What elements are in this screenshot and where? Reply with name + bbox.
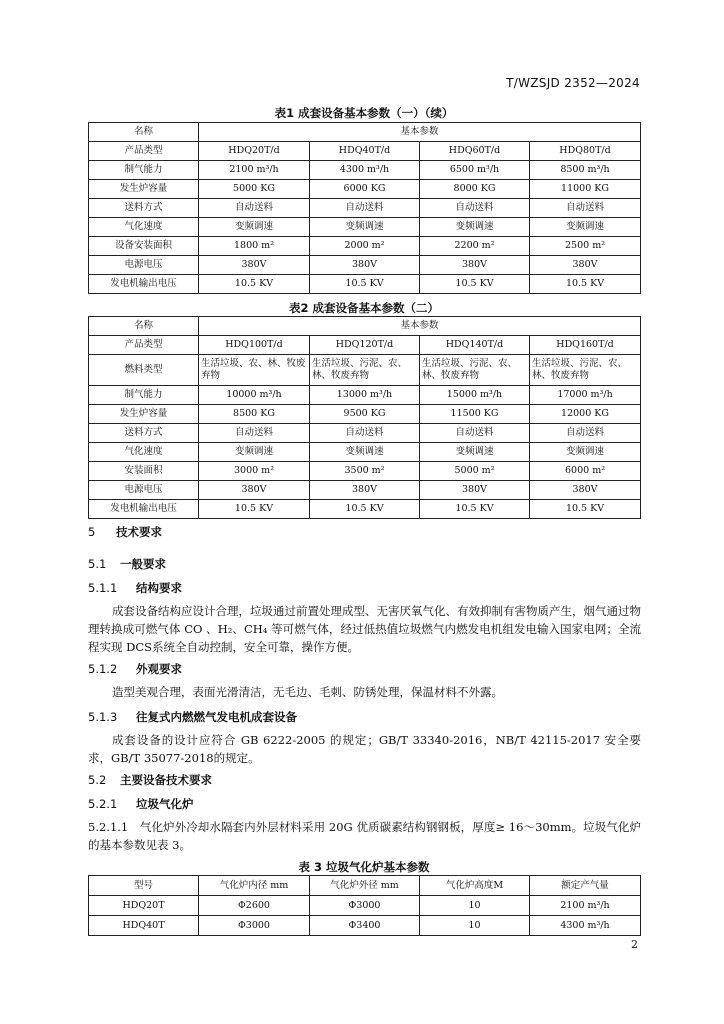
row-label: 发电机输出电压 <box>89 275 199 294</box>
table-row <box>89 443 641 462</box>
table-row <box>89 218 641 237</box>
section-5-2-1-heading <box>88 796 194 812</box>
section-number: 5 <box>88 525 96 539</box>
table-cell: 生活垃圾、农、林、牧废弃物 <box>199 355 310 386</box>
table-cell: 6000 KG <box>310 180 420 199</box>
paragraph-5-1-2: 造型美观合理，表面光滑清洁，无毛边、毛刺、防锈处理，保温材料不外露。 <box>112 685 503 699</box>
table-cell: HDQ20T/d <box>199 142 310 161</box>
table-cell: 生活垃圾、污泥、农、林、牧废弃物 <box>310 355 420 386</box>
table-cell: 10.5 KV <box>420 275 530 294</box>
section-5-1-1-heading <box>88 580 182 596</box>
table-cell: 10.5 KV <box>310 500 420 519</box>
table-cell: Φ3400 <box>310 916 420 936</box>
row-label: 气化速度 <box>89 443 199 462</box>
section-title: 外观要求 <box>136 662 182 676</box>
table-cell: HDQ120T/d <box>310 336 420 355</box>
row-label: 燃料类型 <box>89 355 199 386</box>
paragraph-5-1-1: 成套设备结构应设计合理，垃圾通过前置处理成型、无害厌氧气化、有效抑制有害物质产生，烟气通过物理转换成可燃气体 CO 、H₂、CH₄ 等可燃气体，经过低热值垃圾燃气内燃发电机组发电输入国家电网；全流程实现 DCS系统全自动控制，安全可靠，操作方便。 <box>88 604 641 654</box>
table-cell: 自动送料 <box>530 424 641 443</box>
table-row <box>89 161 641 180</box>
table-cell: 3500 m² <box>310 462 420 481</box>
table-cell: 10.5 KV <box>420 500 530 519</box>
row-label: 送料方式 <box>89 424 199 443</box>
table-cell: 10 <box>420 896 530 916</box>
section-title: 结构要求 <box>136 581 182 595</box>
table-cell: 6500 m³/h <box>420 161 530 180</box>
table-cell: 2500 m² <box>530 237 641 256</box>
section-title: 主要设备技术要求 <box>120 773 212 787</box>
row-label: 安装面积 <box>89 462 199 481</box>
section-5-2-heading <box>88 772 212 788</box>
row-label: 电源电压 <box>89 481 199 500</box>
row-label: 发生炉容量 <box>89 405 199 424</box>
table-cell: 自动送料 <box>199 424 310 443</box>
table-cell: 380V <box>530 256 641 275</box>
table-header-cell: 额定产气量 <box>530 876 641 896</box>
table-cell: 380V <box>420 481 530 500</box>
page-number: 2 <box>631 938 638 951</box>
table-cell: 10.5 KV <box>199 500 310 519</box>
table-cell: 2200 m² <box>420 237 530 256</box>
table-cell: 变频调速 <box>310 218 420 237</box>
table-cell: 9500 KG <box>310 405 420 424</box>
section-title: 往复式内燃燃气发电机成套设备 <box>136 710 297 724</box>
section-5-1-heading <box>88 556 166 572</box>
table-cell: 变频调速 <box>310 443 420 462</box>
row-label: 发电机输出电压 <box>89 500 199 519</box>
table-row <box>89 237 641 256</box>
table-cell: 10.5 KV <box>199 275 310 294</box>
table-cell: 2000 m² <box>310 237 420 256</box>
table-cell: 1800 m² <box>199 237 310 256</box>
table-cell: 5000 m² <box>420 462 530 481</box>
table-cell: HDQ20T <box>89 896 199 916</box>
table-cell: 变频调速 <box>199 443 310 462</box>
table2 <box>88 316 641 519</box>
row-label: 产品类型 <box>89 336 199 355</box>
row-label: 设备安装面积 <box>89 237 199 256</box>
paragraph-5-1-3: 成套设备的设计应符合 GB 6222-2005 的规定；GB/T 33340-2016，NB/T 42115-2017 安全要求，GB/T 35077-2018的规定。 <box>88 733 641 765</box>
row-label: 发生炉容量 <box>89 180 199 199</box>
table-cell: 6000 m² <box>530 462 641 481</box>
table-cell: 5000 KG <box>199 180 310 199</box>
table-cell: 10.5 KV <box>530 500 641 519</box>
table-row <box>89 180 641 199</box>
table2-caption: 表2 成套设备基本参数（二） <box>288 301 439 315</box>
table-header-cell: 气化炉内径 mm <box>199 876 310 896</box>
section-title: 技术要求 <box>116 525 162 539</box>
section-number: 5.1.3 <box>88 710 118 724</box>
row-label: 送料方式 <box>89 199 199 218</box>
table-cell: HDQ80T/d <box>530 142 641 161</box>
section-5-1-2-heading <box>88 661 182 677</box>
table-row <box>89 462 641 481</box>
table-row <box>89 256 641 275</box>
table-row-fuel <box>89 355 641 386</box>
row-label: 产品类型 <box>89 142 199 161</box>
table-cell: 11000 KG <box>530 180 641 199</box>
table-cell: 4300 m³/h <box>530 916 641 936</box>
table-row <box>89 896 641 916</box>
table-row <box>89 199 641 218</box>
table3-caption: 表 3 垃圾气化炉基本参数 <box>298 860 430 874</box>
table-cell: 8000 KG <box>420 180 530 199</box>
table-cell: 10000 m³/h <box>199 386 310 405</box>
table3-header-row <box>89 876 641 896</box>
table-cell: 10.5 KV <box>530 275 641 294</box>
section-title: 垃圾气化炉 <box>136 797 194 811</box>
table-cell: 变频调速 <box>530 443 641 462</box>
table-cell: 380V <box>199 256 310 275</box>
table-row <box>89 424 641 443</box>
table-cell: HDQ60T/d <box>420 142 530 161</box>
table-cell: Φ2600 <box>199 896 310 916</box>
table-cell: 17000 m³/h <box>530 386 641 405</box>
table2-header-row <box>89 317 641 336</box>
table-row <box>89 916 641 936</box>
section-number: 5.2 <box>88 773 107 787</box>
table-cell: 8500 m³/h <box>530 161 641 180</box>
table-cell: 10.5 KV <box>310 275 420 294</box>
table-cell: 380V <box>420 256 530 275</box>
table-cell: 自动送料 <box>199 199 310 218</box>
section-number: 5.1.1 <box>88 581 118 595</box>
table-cell: 12000 KG <box>530 405 641 424</box>
table-cell: 3000 m² <box>199 462 310 481</box>
table-cell: 13000 m³/h <box>310 386 420 405</box>
table-cell: 2100 m³/h <box>530 896 641 916</box>
table-header-cell: 型号 <box>89 876 199 896</box>
section-number: 5.2.1 <box>88 797 118 811</box>
table-cell: HDQ40T/d <box>310 142 420 161</box>
table-cell: 自动送料 <box>420 199 530 218</box>
table-cell: 15000 m³/h <box>420 386 530 405</box>
table-cell: 自动送料 <box>530 199 641 218</box>
table-cell: Φ3000 <box>199 916 310 936</box>
table-cell: HDQ40T <box>89 916 199 936</box>
table1 <box>88 122 641 294</box>
table-cell: 自动送料 <box>310 199 420 218</box>
table-cell: 380V <box>310 481 420 500</box>
paragraph-5-2-1-1: 5.2.1.1 气化炉外冷却水隔套内外层材料采用 20G 优质碳素结构钢钢板，厚度≥ 16～30mm。垃圾气化炉的基本参数见表 3。 <box>88 820 641 852</box>
table-cell: 380V <box>530 481 641 500</box>
table-cell: 生活垃圾、污泥、农、林、牧废弃物 <box>420 355 530 386</box>
table-row <box>89 405 641 424</box>
row-label: 气化速度 <box>89 218 199 237</box>
table-cell: Φ3000 <box>310 896 420 916</box>
table1-header-name: 名称 <box>89 123 199 142</box>
table1-caption: 表1 成套设备基本参数（一）（续） <box>274 106 454 120</box>
table3 <box>88 875 641 936</box>
table-cell: 变频调速 <box>420 443 530 462</box>
table-cell: 8500 KG <box>199 405 310 424</box>
table-row <box>89 336 641 355</box>
section-5-heading <box>88 524 162 540</box>
table-header-cell: 气化炉高度M <box>420 876 530 896</box>
table-cell: 变频调速 <box>530 218 641 237</box>
table-cell: HDQ160T/d <box>530 336 641 355</box>
row-label: 制气能力 <box>89 161 199 180</box>
row-label: 制气能力 <box>89 386 199 405</box>
table1-header-params: 基本参数 <box>199 123 641 142</box>
table-header-cell: 气化炉外径 mm <box>310 876 420 896</box>
table-cell: HDQ140T/d <box>420 336 530 355</box>
table-cell: 2100 m³/h <box>199 161 310 180</box>
document-id: T/WZSJD 2352—2024 <box>506 76 640 90</box>
table-row <box>89 500 641 519</box>
row-label: 电源电压 <box>89 256 199 275</box>
table-cell: 变频调速 <box>420 218 530 237</box>
section-number: 5.1.2 <box>88 662 118 676</box>
table1-header-row <box>89 123 641 142</box>
table-row <box>89 386 641 405</box>
table2-header-params: 基本参数 <box>199 317 641 336</box>
table2-header-name: 名称 <box>89 317 199 336</box>
table-cell: 自动送料 <box>420 424 530 443</box>
table-row <box>89 481 641 500</box>
table-cell: 11500 KG <box>420 405 530 424</box>
table-row <box>89 275 641 294</box>
table-cell: 变频调速 <box>199 218 310 237</box>
table-cell: 4300 m³/h <box>310 161 420 180</box>
table-cell: 10 <box>420 916 530 936</box>
table-cell: 自动送料 <box>310 424 420 443</box>
section-number: 5.1 <box>88 557 107 571</box>
table-cell: 380V <box>310 256 420 275</box>
table-cell: 380V <box>199 481 310 500</box>
table-cell: HDQ100T/d <box>199 336 310 355</box>
section-5-1-3-heading <box>88 709 297 725</box>
table-cell: 生活垃圾、污泥、农、林、牧废弃物 <box>530 355 641 386</box>
section-title: 一般要求 <box>120 557 166 571</box>
table-row <box>89 142 641 161</box>
